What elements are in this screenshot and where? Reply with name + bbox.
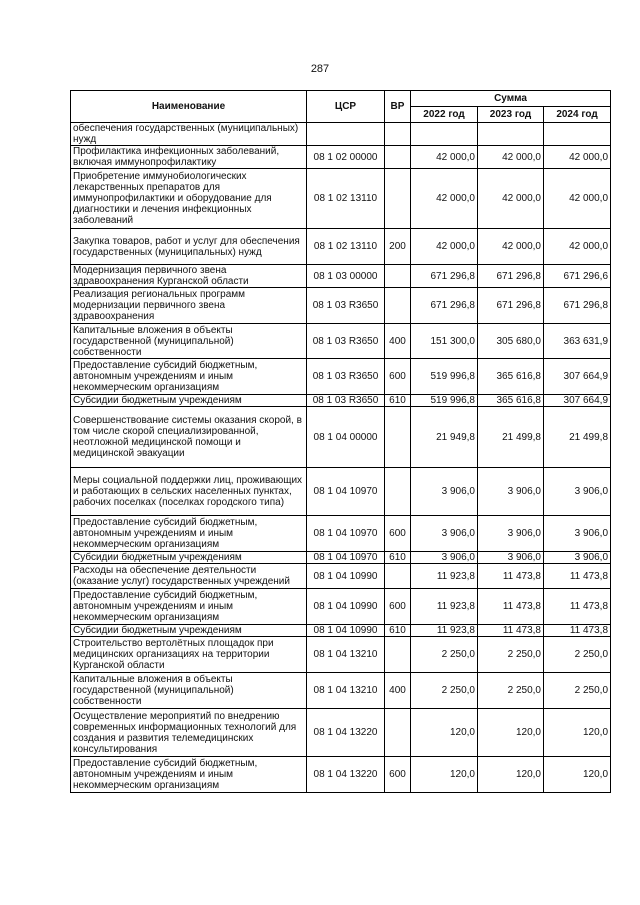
page-number: 287 xyxy=(310,63,330,75)
row-vr: 400 xyxy=(385,324,411,359)
row-sum-2022: 42 000,0 xyxy=(411,169,478,229)
row-sum-2023: 365 616,8 xyxy=(478,359,544,395)
row-sum-2024: 3 906,0 xyxy=(544,552,611,564)
row-sum-2022: 3 906,0 xyxy=(411,516,478,552)
row-vr: 610 xyxy=(385,395,411,407)
row-sum-2022: 42 000,0 xyxy=(411,229,478,265)
row-vr: 600 xyxy=(385,516,411,552)
row-csr: 08 1 03 R3650 xyxy=(307,395,385,407)
row-name: Расходы на обеспечение деятельности (оказание услуг) государственных учреждений xyxy=(71,564,307,589)
table-row xyxy=(71,589,611,625)
row-sum-2023: 11 473,8 xyxy=(478,625,544,637)
row-sum-2023: 42 000,0 xyxy=(478,146,544,169)
row-sum-2022: 120,0 xyxy=(411,757,478,793)
row-csr xyxy=(307,123,385,146)
row-sum-2023: 3 906,0 xyxy=(478,468,544,516)
row-csr: 08 1 04 10990 xyxy=(307,564,385,589)
budget-table xyxy=(70,90,611,793)
row-name: Предоставление субсидий бюджетным, автономным учреждениям и иным некоммерческим организациям xyxy=(71,757,307,793)
table-row xyxy=(71,265,611,288)
row-csr: 08 1 04 10990 xyxy=(307,589,385,625)
row-sum-2024: 42 000,0 xyxy=(544,169,611,229)
table-row xyxy=(71,516,611,552)
row-sum-2022: 671 296,8 xyxy=(411,288,478,324)
row-sum-2024: 307 664,9 xyxy=(544,395,611,407)
row-sum-2024: 11 473,8 xyxy=(544,564,611,589)
row-name: Предоставление субсидий бюджетным, автономным учреждениям и иным некоммерческим организациям xyxy=(71,359,307,395)
row-sum-2022: 11 923,8 xyxy=(411,589,478,625)
row-name: Закупка товаров, работ и услуг для обеспечения государственных (муниципальных) нужд xyxy=(71,229,307,265)
row-sum-2023: 120,0 xyxy=(478,757,544,793)
row-sum-2024: 3 906,0 xyxy=(544,468,611,516)
row-name: Совершенствование системы оказания скорой, в том числе скорой специализированной, неотложной медицинской помощи и медицинской эвакуации xyxy=(71,407,307,468)
row-name: Предоставление субсидий бюджетным, автономным учреждениям и иным некоммерческим организациям xyxy=(71,516,307,552)
row-vr: 600 xyxy=(385,359,411,395)
row-sum-2023 xyxy=(478,123,544,146)
row-vr xyxy=(385,709,411,757)
row-sum-2022: 42 000,0 xyxy=(411,146,478,169)
row-sum-2024: 120,0 xyxy=(544,709,611,757)
table-header xyxy=(71,91,611,123)
row-csr: 08 1 02 13110 xyxy=(307,169,385,229)
header-2023: 2023 год xyxy=(478,107,544,123)
row-sum-2024 xyxy=(544,123,611,146)
table-row xyxy=(71,123,611,146)
row-sum-2022: 2 250,0 xyxy=(411,637,478,673)
row-vr xyxy=(385,123,411,146)
row-sum-2024: 363 631,9 xyxy=(544,324,611,359)
row-vr xyxy=(385,265,411,288)
row-sum-2023: 11 473,8 xyxy=(478,589,544,625)
table-row xyxy=(71,757,611,793)
row-name: Субсидии бюджетным учреждениям xyxy=(71,552,307,564)
row-sum-2024: 671 296,8 xyxy=(544,288,611,324)
row-csr: 08 1 03 00000 xyxy=(307,265,385,288)
row-sum-2024: 42 000,0 xyxy=(544,146,611,169)
row-name: Модернизация первичного звена здравоохранения Курганской области xyxy=(71,265,307,288)
row-sum-2022: 11 923,8 xyxy=(411,625,478,637)
row-vr xyxy=(385,169,411,229)
header-2024: 2024 год xyxy=(544,107,611,123)
row-sum-2022: 3 906,0 xyxy=(411,468,478,516)
row-vr: 600 xyxy=(385,757,411,793)
row-csr: 08 1 04 13210 xyxy=(307,673,385,709)
row-name: Профилактика инфекционных заболеваний, включая иммунопрофилактику xyxy=(71,146,307,169)
row-name: Субсидии бюджетным учреждениям xyxy=(71,625,307,637)
row-csr: 08 1 04 13220 xyxy=(307,709,385,757)
row-csr: 08 1 02 13110 xyxy=(307,229,385,265)
row-sum-2023: 365 616,8 xyxy=(478,395,544,407)
row-sum-2023: 120,0 xyxy=(478,709,544,757)
row-name: Капитальные вложения в объекты государственной (муниципальной) собственности xyxy=(71,673,307,709)
table-row xyxy=(71,395,611,407)
row-csr: 08 1 02 00000 xyxy=(307,146,385,169)
table-row xyxy=(71,359,611,395)
row-vr: 600 xyxy=(385,589,411,625)
row-sum-2023: 21 499,8 xyxy=(478,407,544,468)
row-name: Осуществление мероприятий по внедрению современных информационных технологий для создания и развития телемедицинских консультирования xyxy=(71,709,307,757)
row-sum-2023: 11 473,8 xyxy=(478,564,544,589)
row-sum-2024: 671 296,6 xyxy=(544,265,611,288)
row-sum-2023: 305 680,0 xyxy=(478,324,544,359)
row-sum-2024: 307 664,9 xyxy=(544,359,611,395)
row-sum-2022: 671 296,8 xyxy=(411,265,478,288)
row-sum-2024: 120,0 xyxy=(544,757,611,793)
header-vr: ВР xyxy=(385,91,411,123)
row-sum-2022: 3 906,0 xyxy=(411,552,478,564)
header-name: Наименование xyxy=(71,91,307,123)
row-vr: 610 xyxy=(385,625,411,637)
row-csr: 08 1 03 R3650 xyxy=(307,324,385,359)
row-name: Приобретение иммунобиологических лекарственных препаратов для иммунопрофилактики и оборудование для диагностики и лечения инфекционных заболеваний xyxy=(71,169,307,229)
table-row xyxy=(71,288,611,324)
row-name: обеспечения государственных (муниципальных) нужд xyxy=(71,123,307,146)
row-sum-2024: 2 250,0 xyxy=(544,637,611,673)
row-vr: 400 xyxy=(385,673,411,709)
row-vr xyxy=(385,288,411,324)
row-name: Меры социальной поддержки лиц, проживающих и работающих в сельских населенных пунктах, рабочих поселках (поселках городского типа) xyxy=(71,468,307,516)
row-name: Субсидии бюджетным учреждениям xyxy=(71,395,307,407)
row-sum-2024: 2 250,0 xyxy=(544,673,611,709)
row-sum-2024: 11 473,8 xyxy=(544,589,611,625)
row-csr: 08 1 04 10970 xyxy=(307,516,385,552)
row-sum-2022: 120,0 xyxy=(411,709,478,757)
table-row xyxy=(71,324,611,359)
row-sum-2022: 11 923,8 xyxy=(411,564,478,589)
row-vr: 200 xyxy=(385,229,411,265)
row-csr: 08 1 04 13220 xyxy=(307,757,385,793)
row-vr xyxy=(385,146,411,169)
row-csr: 08 1 04 10990 xyxy=(307,625,385,637)
row-sum-2023: 2 250,0 xyxy=(478,637,544,673)
row-sum-2022: 519 996,8 xyxy=(411,359,478,395)
row-vr xyxy=(385,468,411,516)
row-sum-2024: 42 000,0 xyxy=(544,229,611,265)
table-row xyxy=(71,552,611,564)
row-name: Капитальные вложения в объекты государственной (муниципальной) собственности xyxy=(71,324,307,359)
table-row xyxy=(71,146,611,169)
row-csr: 08 1 04 13210 xyxy=(307,637,385,673)
header-sum: Сумма xyxy=(411,91,611,107)
row-csr: 08 1 04 00000 xyxy=(307,407,385,468)
row-name: Строительство вертолётных площадок при медицинских организациях на территории Курганской области xyxy=(71,637,307,673)
table-row xyxy=(71,625,611,637)
table-row xyxy=(71,637,611,673)
row-sum-2023: 42 000,0 xyxy=(478,229,544,265)
row-sum-2023: 42 000,0 xyxy=(478,169,544,229)
header-csr: ЦСР xyxy=(307,91,385,123)
row-csr: 08 1 04 10970 xyxy=(307,468,385,516)
header-2022: 2022 год xyxy=(411,107,478,123)
table-row xyxy=(71,229,611,265)
row-vr xyxy=(385,564,411,589)
table-body xyxy=(71,123,611,793)
table-row xyxy=(71,169,611,229)
row-csr: 08 1 03 R3650 xyxy=(307,288,385,324)
table-row xyxy=(71,673,611,709)
row-sum-2022: 151 300,0 xyxy=(411,324,478,359)
table-row xyxy=(71,564,611,589)
table-row xyxy=(71,709,611,757)
row-sum-2022 xyxy=(411,123,478,146)
row-csr: 08 1 04 10970 xyxy=(307,552,385,564)
table-row xyxy=(71,407,611,468)
row-sum-2023: 3 906,0 xyxy=(478,552,544,564)
row-sum-2023: 671 296,8 xyxy=(478,288,544,324)
row-name: Предоставление субсидий бюджетным, автономным учреждениям и иным некоммерческим организациям xyxy=(71,589,307,625)
row-name: Реализация региональных программ модернизации первичного звена здравоохранения xyxy=(71,288,307,324)
row-sum-2023: 3 906,0 xyxy=(478,516,544,552)
row-csr: 08 1 03 R3650 xyxy=(307,359,385,395)
table-row xyxy=(71,468,611,516)
row-sum-2022: 519 996,8 xyxy=(411,395,478,407)
row-sum-2024: 11 473,8 xyxy=(544,625,611,637)
row-sum-2022: 2 250,0 xyxy=(411,673,478,709)
row-vr xyxy=(385,407,411,468)
row-sum-2022: 21 949,8 xyxy=(411,407,478,468)
row-sum-2023: 671 296,8 xyxy=(478,265,544,288)
row-vr xyxy=(385,637,411,673)
row-sum-2023: 2 250,0 xyxy=(478,673,544,709)
row-sum-2024: 21 499,8 xyxy=(544,407,611,468)
row-vr: 610 xyxy=(385,552,411,564)
row-sum-2024: 3 906,0 xyxy=(544,516,611,552)
